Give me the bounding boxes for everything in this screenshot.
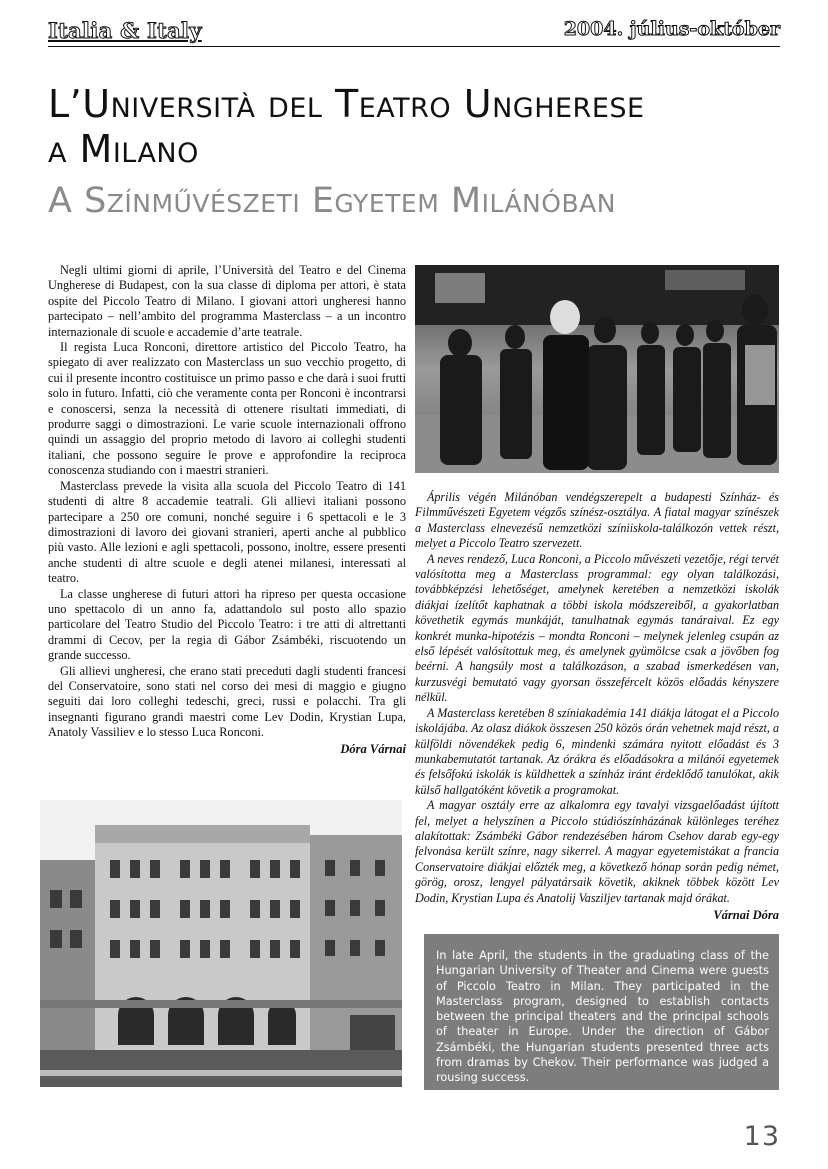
article-subtitle: A Színművészeti Egyetem Milánóban bbox=[48, 181, 616, 221]
italian-article bbox=[48, 263, 406, 757]
italian-paragraph: Masterclass prevede la visita alla scuola del Piccolo Teatro di 141 studenti di altre 8 accademie teatrali. Gli allievi italiani possono partecipare a 250 ore comuni, nonché seguire i 6 spettacoli e le 3 dimostrazioni di lavoro dei giovani stranieri, aperti anche al pubblico più vasto. Alle lezioni e agli spettacoli, possono, inoltre, essere presenti anche studenti di altre scuole e degli atenei milanesi, interessati al teatro. bbox=[48, 478, 406, 586]
italian-signature: Dóra Várnai bbox=[340, 741, 406, 756]
section-label: Italia & Italy bbox=[48, 18, 202, 43]
english-summary-box bbox=[424, 934, 779, 1090]
issue-date: 2004. július-október bbox=[563, 18, 780, 40]
article-title bbox=[48, 82, 645, 172]
hungarian-paragraph: A magyar osztály erre az alkalomra egy tavalyi vizsgaelőadást újított fel, melyet a helyszínen a Piccolo stúdiószínházának különleges teréhez alakítottak: Zsámbéki Gábor rendezésében három Csehov darab egy-egy felvonása került színre, nagy sikerrel. A magyar egyetemistákat a francia Conservatoire diákjai előzték meg, a következő hónap során pedig német, görög, orosz, lengyel pályatársaik követik, akiknek többek között Lev Dodin, Krystian Lupa és Anatolij Vasziljev tartanak majd órákat. bbox=[415, 798, 779, 905]
title-line-1: L’Università del Teatro Ungherese bbox=[48, 82, 645, 126]
italian-paragraph: Il regista Luca Ronconi, direttore artistico del Piccolo Teatro, ha spiegato di aver realizzato con Masterclass un suo vecchio progetto, di cui il presente incontro costituisce un primo passo e che darà i suoi frutti solo in futuro. Infatti, ciò che veramente conta per Ronconi è incontrarsi e conoscersi, senza la necessità di ottenere risultati immediati, di produrre saggi o dimostrazioni. Le varie scuole internazionali offrono quindi un assaggio del proprio metodo di lavoro ai colleghi studenti italiani, che possono seguire le prove e approfondire la reciproca conoscenza studiando con i maestri stranieri. bbox=[48, 340, 406, 478]
hungarian-paragraph: A Masterclass keretében 8 színiakadémia 141 diákja látogat el a Piccolo iskolájába. Az olasz diákok összesen 250 közös órán vehetnek majd részt, a külföldi növendékek pedig 6, mindenki számára nyitott előadást és 3 munkabemutatót tartanak. Az órákra és előadásokra a milánói egyetemek és felsőfokú iskolák is küldhettek a színház iránt érdeklődő tanulókat, akik külső hallgatóként követik a programokat. bbox=[415, 705, 779, 797]
hungarian-paragraph: A neves rendező, Luca Ronconi, a Piccolo művészeti vezetője, régi tervét valósította meg a Masterclass programmal: egy olyan találkozási, továbbképzési lehetőséget, amelynek keretében a nemzetközi iskolák diákjai ízelítőt kaphatnak a többi iskola módszereiből, a gyakorlatban követhetik egymás munkáját, tanulhatnak egymás tanáraival. Ez egy konkrét munka-hipotézis – mondta Ronconi – melynek jelenleg csupán az első lépését valósítottuk meg, és amelynek gyümölcse csak a jövőben fog beérni. A hangsúly most a találkozáson, a szabad ismerkedésen van, kurzusvégi bemutató vagy gyorsan összefércelt közös előadás kényszere nélkül. bbox=[415, 551, 779, 705]
english-summary-text: In late April, the students in the graduating class of the Hungarian University of Theater and Cinema were guests of Piccolo Teatro in Milan. They participated in the Masterclass program, designed to establish contacts between the principal theaters and the principal schools of theater in Europe. Under the direction of Gábor Zsámbéki, the Hungarian students presented three acts from dramas by Chekov. Their performance was judged a rousing success. bbox=[436, 949, 769, 1085]
hungarian-article bbox=[415, 490, 779, 923]
page-number: 13 bbox=[743, 1121, 780, 1152]
university-building-photo bbox=[40, 800, 402, 1087]
running-header bbox=[48, 18, 780, 47]
hungarian-paragraph: Április végén Milánóban vendégszerepelt a budapesti Színház- és Filmművészeti Egyetem végzős színész-osztálya. A fiatal magyar színészek a Masterclass elnevezésű nemzetközi színiiskola-találkozón vettek részt, melyet a Piccolo Teatro szervezett. bbox=[415, 490, 779, 551]
students-group-photo bbox=[415, 265, 779, 473]
italian-paragraph: Negli ultimi giorni di aprile, l’Università del Teatro e del Cinema Ungherese di Budapest, con la sua classe di diploma per attori, è stata ospite del Piccolo Teatro di Milano. I giovani attori ungheresi hanno partecipato – nell’ambito del programma Masterclass – a un incontro internazionale di scuole e accademie d’arte teatrale. bbox=[48, 263, 406, 339]
title-line-2: a Milano bbox=[48, 127, 199, 171]
italian-paragraph: Gli allievi ungheresi, che erano stati preceduti dagli studenti francesi del Conservatoire, sono stati nel corso dei mesi di maggio e giugno seguiti dai loro colleghi tedeschi, greci, russi e polacchi. Tra gli insegnanti figurano grandi maestri come Lev Dodin, Krystian Lupa, Anatoly Vassiliev e lo stesso Luca Ronconi. bbox=[48, 663, 406, 740]
hungarian-signature: Várnai Dóra bbox=[713, 907, 779, 922]
italian-paragraph: La classe ungherese di futuri attori ha ripreso per questa occasione uno spettacolo di un anno fa, adattandolo sul posto allo spazio particolare del Teatro Studio del Piccolo Teatro: i tre atti di altrettanti drammi di Cecov, per la regia di Gábor Zsámbéki, riscuotendo un grande successo. bbox=[48, 586, 406, 663]
